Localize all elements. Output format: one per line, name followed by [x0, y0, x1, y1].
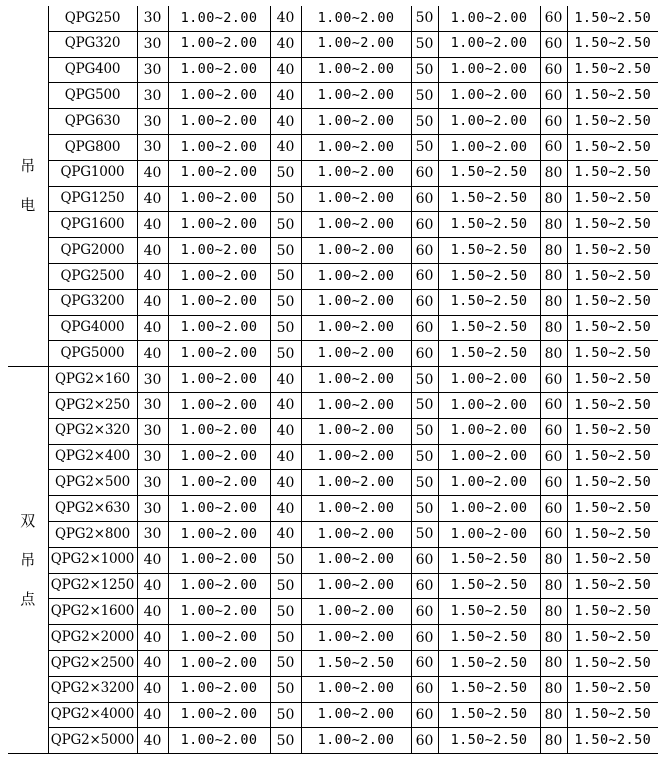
range-cell-4: 1.50~2.50: [567, 521, 658, 547]
capacity-cell-2: 50: [270, 547, 301, 573]
model-cell: QPG2×3200: [48, 676, 137, 702]
range-cell-3: 1.50~2.50: [438, 341, 540, 367]
capacity-cell-1: 40: [137, 315, 168, 341]
capacity-cell-3: 50: [411, 367, 438, 393]
capacity-cell-3: 60: [411, 650, 438, 676]
capacity-cell-2: 50: [270, 289, 301, 315]
range-cell-2: 1.00~2.00: [301, 676, 411, 702]
range-cell-3: 1.00~2.00: [438, 31, 540, 57]
capacity-cell-1: 30: [137, 109, 168, 135]
group-label-char: 吊: [20, 550, 36, 569]
model-cell: QPG2×5000: [48, 728, 137, 754]
table-row: [8, 160, 658, 186]
capacity-cell-1: 40: [137, 289, 168, 315]
model-cell: QPG5000: [48, 341, 137, 367]
capacity-cell-4: 80: [540, 728, 567, 754]
table-row: [8, 315, 658, 341]
range-cell-1: 1.00~2.00: [168, 315, 270, 341]
capacity-cell-2: 40: [270, 496, 301, 522]
capacity-cell-2: 50: [270, 676, 301, 702]
table-row: [8, 418, 658, 444]
capacity-cell-4: 60: [540, 418, 567, 444]
capacity-cell-3: 60: [411, 599, 438, 625]
range-cell-1: 1.00~2.00: [168, 702, 270, 728]
model-cell: QPG2×250: [48, 392, 137, 418]
capacity-cell-4: 60: [540, 521, 567, 547]
range-cell-2: 1.00~2.00: [301, 573, 411, 599]
capacity-cell-2: 50: [270, 702, 301, 728]
range-cell-2: 1.00~2.00: [301, 263, 411, 289]
capacity-cell-1: 30: [137, 367, 168, 393]
range-cell-4: 1.50~2.50: [567, 6, 658, 31]
model-cell: QPG1000: [48, 160, 137, 186]
capacity-cell-2: 40: [270, 83, 301, 109]
capacity-cell-4: 80: [540, 160, 567, 186]
range-cell-2: 1.00~2.00: [301, 702, 411, 728]
range-cell-1: 1.00~2.00: [168, 160, 270, 186]
capacity-cell-1: 30: [137, 31, 168, 57]
range-cell-4: 1.50~2.50: [567, 702, 658, 728]
capacity-cell-2: 40: [270, 470, 301, 496]
capacity-cell-1: 30: [137, 496, 168, 522]
range-cell-4: 1.50~2.50: [567, 315, 658, 341]
table-row: [8, 547, 658, 573]
model-cell: QPG2×2500: [48, 650, 137, 676]
range-cell-3: 1.50~2.50: [438, 547, 540, 573]
group-label-2: [8, 367, 48, 754]
range-cell-3: 1.50~2.50: [438, 315, 540, 341]
capacity-cell-1: 40: [137, 547, 168, 573]
table-row: [8, 625, 658, 651]
range-cell-1: 1.00~2.00: [168, 392, 270, 418]
capacity-cell-3: 50: [411, 418, 438, 444]
range-cell-2: 1.00~2.00: [301, 31, 411, 57]
capacity-cell-4: 60: [540, 109, 567, 135]
model-cell: QPG2×160: [48, 367, 137, 393]
range-cell-3: 1.50~2.50: [438, 676, 540, 702]
table-row: [8, 341, 658, 367]
model-cell: QPG320: [48, 31, 137, 57]
range-cell-4: 1.50~2.50: [567, 573, 658, 599]
capacity-cell-4: 60: [540, 134, 567, 160]
range-cell-3: 1.00~2.00: [438, 6, 540, 31]
range-cell-4: 1.50~2.50: [567, 263, 658, 289]
range-cell-4: 1.50~2.50: [567, 57, 658, 83]
range-cell-4: 1.50~2.50: [567, 31, 658, 57]
capacity-cell-1: 40: [137, 160, 168, 186]
spec-table: [8, 6, 658, 754]
range-cell-1: 1.00~2.00: [168, 367, 270, 393]
range-cell-2: 1.00~2.00: [301, 6, 411, 31]
model-cell: QPG3200: [48, 289, 137, 315]
model-cell: QPG2×400: [48, 444, 137, 470]
range-cell-4: 1.50~2.50: [567, 238, 658, 264]
capacity-cell-2: 50: [270, 212, 301, 238]
table-row: [8, 186, 658, 212]
model-cell: QPG2×500: [48, 470, 137, 496]
capacity-cell-1: 30: [137, 83, 168, 109]
range-cell-4: 1.50~2.50: [567, 470, 658, 496]
table-row: [8, 496, 658, 522]
range-cell-3: 1.00~2.00: [438, 367, 540, 393]
table-row: [8, 263, 658, 289]
capacity-cell-1: 40: [137, 186, 168, 212]
table-row: [8, 367, 658, 393]
capacity-cell-3: 60: [411, 573, 438, 599]
range-cell-3: 1.00~2.00: [438, 134, 540, 160]
capacity-cell-2: 40: [270, 109, 301, 135]
capacity-cell-3: 60: [411, 238, 438, 264]
range-cell-3: 1.50~2.50: [438, 186, 540, 212]
capacity-cell-3: 50: [411, 6, 438, 31]
capacity-cell-1: 40: [137, 728, 168, 754]
model-cell: QPG2500: [48, 263, 137, 289]
capacity-cell-2: 50: [270, 263, 301, 289]
capacity-cell-1: 40: [137, 212, 168, 238]
range-cell-4: 1.50~2.50: [567, 186, 658, 212]
capacity-cell-3: 50: [411, 444, 438, 470]
capacity-cell-2: 40: [270, 367, 301, 393]
capacity-cell-2: 40: [270, 57, 301, 83]
range-cell-3: 1.00~2.00: [438, 496, 540, 522]
range-cell-1: 1.00~2.00: [168, 470, 270, 496]
range-cell-3: 1.00~2.00: [438, 109, 540, 135]
capacity-cell-4: 80: [540, 289, 567, 315]
group-label-char: 电: [20, 196, 36, 215]
range-cell-4: 1.50~2.50: [567, 109, 658, 135]
capacity-cell-3: 50: [411, 392, 438, 418]
capacity-cell-1: 30: [137, 470, 168, 496]
capacity-cell-4: 80: [540, 650, 567, 676]
range-cell-1: 1.00~2.00: [168, 57, 270, 83]
capacity-cell-2: 50: [270, 341, 301, 367]
range-cell-2: 1.00~2.00: [301, 83, 411, 109]
capacity-cell-2: 50: [270, 650, 301, 676]
model-cell: QPG1250: [48, 186, 137, 212]
model-cell: QPG2×2000: [48, 625, 137, 651]
range-cell-2: 1.00~2.00: [301, 315, 411, 341]
model-cell: QPG500: [48, 83, 137, 109]
range-cell-1: 1.00~2.00: [168, 109, 270, 135]
table-row: [8, 573, 658, 599]
capacity-cell-2: 50: [270, 186, 301, 212]
range-cell-2: 1.00~2.00: [301, 134, 411, 160]
range-cell-1: 1.00~2.00: [168, 134, 270, 160]
capacity-cell-2: 50: [270, 573, 301, 599]
range-cell-4: 1.50~2.50: [567, 83, 658, 109]
capacity-cell-3: 50: [411, 521, 438, 547]
range-cell-1: 1.00~2.00: [168, 650, 270, 676]
capacity-cell-1: 40: [137, 573, 168, 599]
capacity-cell-2: 50: [270, 160, 301, 186]
capacity-cell-4: 80: [540, 263, 567, 289]
group-label-1: [8, 6, 48, 367]
range-cell-1: 1.00~2.00: [168, 599, 270, 625]
capacity-cell-3: 60: [411, 315, 438, 341]
range-cell-1: 1.00~2.00: [168, 238, 270, 264]
range-cell-4: 1.50~2.50: [567, 289, 658, 315]
range-cell-2: 1.00~2.00: [301, 599, 411, 625]
range-cell-2: 1.00~2.00: [301, 186, 411, 212]
range-cell-2: 1.00~2.00: [301, 728, 411, 754]
capacity-cell-4: 60: [540, 367, 567, 393]
range-cell-3: 1.50~2.50: [438, 212, 540, 238]
range-cell-3: 1.00~2.00: [438, 444, 540, 470]
table-row: [8, 212, 658, 238]
range-cell-4: 1.50~2.50: [567, 599, 658, 625]
table-row: [8, 238, 658, 264]
table-row: [8, 134, 658, 160]
capacity-cell-4: 60: [540, 31, 567, 57]
range-cell-2: 1.00~2.00: [301, 392, 411, 418]
range-cell-2: 1.00~2.00: [301, 341, 411, 367]
table-row: [8, 728, 658, 754]
capacity-cell-3: 60: [411, 212, 438, 238]
range-cell-3: 1.00~2.00: [438, 392, 540, 418]
range-cell-1: 1.00~2.00: [168, 676, 270, 702]
range-cell-4: 1.50~2.50: [567, 625, 658, 651]
capacity-cell-4: 80: [540, 599, 567, 625]
capacity-cell-2: 50: [270, 238, 301, 264]
model-cell: QPG4000: [48, 315, 137, 341]
model-cell: QPG2×1000: [48, 547, 137, 573]
range-cell-1: 1.00~2.00: [168, 728, 270, 754]
capacity-cell-2: 40: [270, 444, 301, 470]
capacity-cell-1: 40: [137, 238, 168, 264]
capacity-cell-1: 40: [137, 263, 168, 289]
group-label-char: 点: [20, 589, 36, 608]
range-cell-1: 1.00~2.00: [168, 341, 270, 367]
model-cell: QPG2×630: [48, 496, 137, 522]
range-cell-1: 1.00~2.00: [168, 83, 270, 109]
table-row: [8, 470, 658, 496]
capacity-cell-3: 60: [411, 625, 438, 651]
range-cell-1: 1.00~2.00: [168, 521, 270, 547]
table-row: [8, 6, 658, 31]
capacity-cell-3: 50: [411, 109, 438, 135]
range-cell-2: 1.00~2.00: [301, 547, 411, 573]
range-cell-1: 1.00~2.00: [168, 263, 270, 289]
range-cell-2: 1.00~2.00: [301, 238, 411, 264]
capacity-cell-3: 60: [411, 289, 438, 315]
table-row: [8, 521, 658, 547]
capacity-cell-4: 60: [540, 57, 567, 83]
range-cell-2: 1.00~2.00: [301, 57, 411, 83]
capacity-cell-4: 80: [540, 238, 567, 264]
range-cell-4: 1.50~2.50: [567, 392, 658, 418]
capacity-cell-4: 60: [540, 6, 567, 31]
capacity-cell-3: 50: [411, 31, 438, 57]
capacity-cell-4: 80: [540, 573, 567, 599]
model-cell: QPG630: [48, 109, 137, 135]
capacity-cell-2: 50: [270, 599, 301, 625]
capacity-cell-4: 80: [540, 676, 567, 702]
range-cell-3: 1.50~2.50: [438, 702, 540, 728]
capacity-cell-1: 40: [137, 702, 168, 728]
range-cell-1: 1.00~2.00: [168, 418, 270, 444]
capacity-cell-1: 30: [137, 57, 168, 83]
range-cell-3: 1.00~2.00: [438, 57, 540, 83]
capacity-cell-2: 40: [270, 521, 301, 547]
model-cell: QPG250: [48, 6, 137, 31]
table-row: [8, 599, 658, 625]
group-label-char: 双: [20, 511, 36, 530]
table-row: [8, 702, 658, 728]
capacity-cell-3: 60: [411, 160, 438, 186]
capacity-cell-3: 50: [411, 496, 438, 522]
range-cell-2: 1.00~2.00: [301, 109, 411, 135]
range-cell-1: 1.00~2.00: [168, 31, 270, 57]
capacity-cell-1: 40: [137, 676, 168, 702]
capacity-cell-3: 60: [411, 547, 438, 573]
range-cell-1: 1.00~2.00: [168, 289, 270, 315]
range-cell-3: 1.50~2.50: [438, 573, 540, 599]
capacity-cell-1: 40: [137, 650, 168, 676]
capacity-cell-3: 60: [411, 676, 438, 702]
range-cell-4: 1.50~2.50: [567, 676, 658, 702]
range-cell-2: 1.00~2.00: [301, 470, 411, 496]
model-cell: QPG2×800: [48, 521, 137, 547]
range-cell-1: 1.00~2.00: [168, 6, 270, 31]
capacity-cell-3: 50: [411, 134, 438, 160]
capacity-cell-3: 60: [411, 728, 438, 754]
range-cell-4: 1.50~2.50: [567, 650, 658, 676]
range-cell-2: 1.00~2.00: [301, 160, 411, 186]
capacity-cell-1: 30: [137, 418, 168, 444]
range-cell-4: 1.50~2.50: [567, 728, 658, 754]
range-cell-2: 1.00~2.00: [301, 625, 411, 651]
range-cell-2: 1.00~2.00: [301, 521, 411, 547]
range-cell-2: 1.00~2.00: [301, 496, 411, 522]
capacity-cell-4: 60: [540, 83, 567, 109]
range-cell-2: 1.00~2.00: [301, 418, 411, 444]
model-cell: QPG1600: [48, 212, 137, 238]
capacity-cell-4: 80: [540, 341, 567, 367]
spec-table-body: [8, 6, 658, 754]
range-cell-1: 1.00~2.00: [168, 573, 270, 599]
range-cell-4: 1.50~2.50: [567, 496, 658, 522]
range-cell-3: 1.50~2.50: [438, 238, 540, 264]
capacity-cell-2: 40: [270, 392, 301, 418]
range-cell-2: 1.50~2.50: [301, 650, 411, 676]
table-row: [8, 444, 658, 470]
table-row: [8, 289, 658, 315]
range-cell-1: 1.00~2.00: [168, 186, 270, 212]
range-cell-4: 1.50~2.50: [567, 444, 658, 470]
range-cell-3: 1.50~2.50: [438, 263, 540, 289]
range-cell-4: 1.50~2.50: [567, 367, 658, 393]
capacity-cell-2: 50: [270, 625, 301, 651]
model-cell: QPG2000: [48, 238, 137, 264]
range-cell-3: 1.50~2.50: [438, 289, 540, 315]
model-cell: QPG2×4000: [48, 702, 137, 728]
range-cell-3: 1.50~2.50: [438, 650, 540, 676]
range-cell-4: 1.50~2.50: [567, 341, 658, 367]
capacity-cell-3: 60: [411, 263, 438, 289]
capacity-cell-4: 60: [540, 444, 567, 470]
range-cell-2: 1.00~2.00: [301, 212, 411, 238]
range-cell-2: 1.00~2.00: [301, 444, 411, 470]
range-cell-3: 1.50~2.50: [438, 160, 540, 186]
range-cell-3: 1.00~2.00: [438, 83, 540, 109]
capacity-cell-4: 80: [540, 186, 567, 212]
capacity-cell-1: 40: [137, 625, 168, 651]
model-cell: QPG2×1600: [48, 599, 137, 625]
capacity-cell-2: 50: [270, 728, 301, 754]
capacity-cell-1: 30: [137, 6, 168, 31]
capacity-cell-1: 30: [137, 444, 168, 470]
capacity-cell-3: 50: [411, 57, 438, 83]
range-cell-4: 1.50~2.50: [567, 212, 658, 238]
table-row: [8, 676, 658, 702]
model-cell: QPG2×1250: [48, 573, 137, 599]
table-row: [8, 31, 658, 57]
capacity-cell-4: 80: [540, 625, 567, 651]
table-row: [8, 650, 658, 676]
table-row: [8, 109, 658, 135]
capacity-cell-4: 60: [540, 392, 567, 418]
range-cell-4: 1.50~2.50: [567, 134, 658, 160]
capacity-cell-3: 60: [411, 341, 438, 367]
range-cell-1: 1.00~2.00: [168, 547, 270, 573]
capacity-cell-1: 30: [137, 392, 168, 418]
range-cell-2: 1.00~2.00: [301, 367, 411, 393]
capacity-cell-2: 40: [270, 134, 301, 160]
range-cell-3: 1.50~2.50: [438, 625, 540, 651]
capacity-cell-4: 80: [540, 212, 567, 238]
group-label-char: 吊: [20, 157, 36, 176]
range-cell-1: 1.00~2.00: [168, 496, 270, 522]
capacity-cell-1: 40: [137, 599, 168, 625]
range-cell-3: 1.50~2.50: [438, 599, 540, 625]
table-row: [8, 83, 658, 109]
range-cell-1: 1.00~2.00: [168, 625, 270, 651]
range-cell-3: 1.00~2.00: [438, 418, 540, 444]
capacity-cell-2: 40: [270, 418, 301, 444]
model-cell: QPG400: [48, 57, 137, 83]
range-cell-3: 1.50~2.50: [438, 728, 540, 754]
range-cell-4: 1.50~2.50: [567, 418, 658, 444]
capacity-cell-4: 60: [540, 496, 567, 522]
capacity-cell-4: 80: [540, 547, 567, 573]
table-row: [8, 392, 658, 418]
capacity-cell-4: 60: [540, 470, 567, 496]
range-cell-4: 1.50~2.50: [567, 160, 658, 186]
capacity-cell-4: 80: [540, 702, 567, 728]
model-cell: QPG2×320: [48, 418, 137, 444]
capacity-cell-2: 40: [270, 6, 301, 31]
capacity-cell-3: 50: [411, 470, 438, 496]
range-cell-3: 1.00~2-00: [438, 521, 540, 547]
range-cell-1: 1.00~2.00: [168, 444, 270, 470]
capacity-cell-1: 40: [137, 341, 168, 367]
capacity-cell-2: 50: [270, 315, 301, 341]
capacity-cell-3: 50: [411, 83, 438, 109]
capacity-cell-4: 80: [540, 315, 567, 341]
table-row: [8, 57, 658, 83]
model-cell: QPG800: [48, 134, 137, 160]
range-cell-1: 1.00~2.00: [168, 212, 270, 238]
range-cell-4: 1.50~2.50: [567, 547, 658, 573]
capacity-cell-1: 30: [137, 521, 168, 547]
capacity-cell-1: 30: [137, 134, 168, 160]
capacity-cell-3: 60: [411, 186, 438, 212]
range-cell-2: 1.00~2.00: [301, 289, 411, 315]
range-cell-3: 1.00~2.00: [438, 470, 540, 496]
capacity-cell-2: 40: [270, 31, 301, 57]
capacity-cell-3: 60: [411, 702, 438, 728]
